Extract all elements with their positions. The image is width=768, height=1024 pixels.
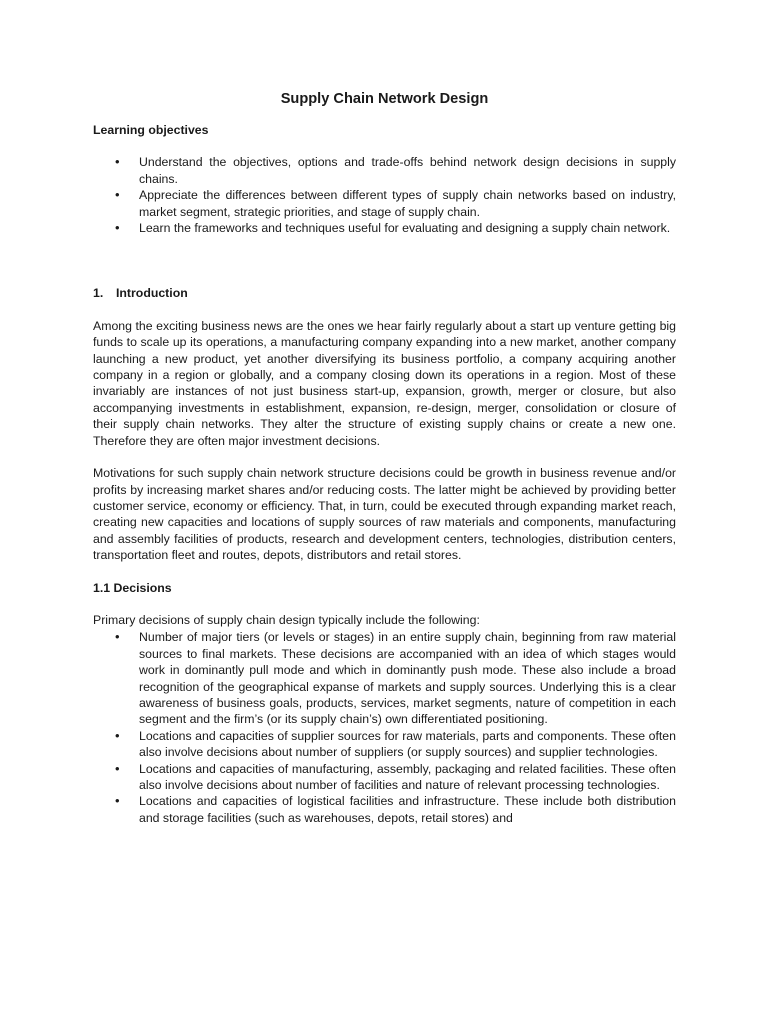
list-item: • Locations and capacities of logistical facilities and infrastructure. These include both distribution and storage facilities (such as warehouses, depots, retail stores) and — [93, 793, 676, 826]
paragraph: Primary decisions of supply chain design typically include the following: — [93, 612, 480, 627]
section-number: 1. — [93, 286, 104, 301]
section-title: Introduction — [116, 286, 188, 301]
list-item: • Appreciate the differences between different types of supply chain networks based on industry, market segment, strategic priorities, and stage of supply chain. — [93, 187, 676, 220]
list-item: • Understand the objectives, options and trade-offs behind network design decisions in supply chains. — [93, 154, 676, 187]
decisions-heading: 1.1 Decisions — [93, 580, 172, 595]
paragraph: Among the exciting business news are the ones we hear fairly regularly about a start up venture getting big funds to scale up its operations, a manufacturing company expanding into a new market, another company launching a new product, yet another diversifying its business portfolio, a company acquiring another company in a region or globally, and a company closing down its operations in a region. Most of these invariably are instances of not just business start-up, expansion, growth, merger or closure, but also accompanying investments in establishment, expansion, re-design, merger, consolidation or closure of their supply chain networks. They alter the structure of existing supply chains or create a new one. Therefore they are often major investment decisions. — [93, 318, 676, 448]
list-item: • Number of major tiers (or levels or stages) in an entire supply chain, beginning from raw material sources to final markets. These decisions are accompanied with an idea of which stages would work in dominantly pull mode and which in dominantly push mode. These also include a broad recognition of the geographical expanse of markets and supply sources. Underlying this is a clear awareness of business goals, products, services, market segments, nature of competition in each segment and the firm’s (or its supply chain’s) own differentiated positioning. — [93, 629, 676, 727]
introduction-heading — [93, 285, 676, 301]
learning-objectives-heading: Learning objectives — [93, 123, 209, 137]
decisions-list — [93, 629, 676, 826]
list-item: • Learn the frameworks and techniques useful for evaluating and designing a supply chain network. — [93, 220, 676, 236]
paragraph: Motivations for such supply chain network structure decisions could be growth in business revenue and/or profits by increasing market shares and/or reducing costs. The latter might be achieved by providing better customer service, economy or efficiency. That, in turn, could be executed through expanding market reach, creating new capacities and locations of supply sources of raw materials and components, manufacturing and assembly facilities of products, research and development centers, technologies, distribution centers, transportation fleet and routes, depots, distributors and retail stores. — [93, 466, 676, 563]
list-item: • Locations and capacities of manufacturing, assembly, packaging and related facilities. These often also involve decisions about number of facilities and nature of relevant processing technologies. — [93, 761, 676, 794]
learning-objectives-list — [93, 154, 676, 236]
document-title: Supply Chain Network Design — [280, 91, 489, 107]
list-item: • Locations and capacities of supplier sources for raw materials, parts and components. These often also involve decisions about number of suppliers (or supply sources) and supplier technologies. — [93, 728, 676, 761]
